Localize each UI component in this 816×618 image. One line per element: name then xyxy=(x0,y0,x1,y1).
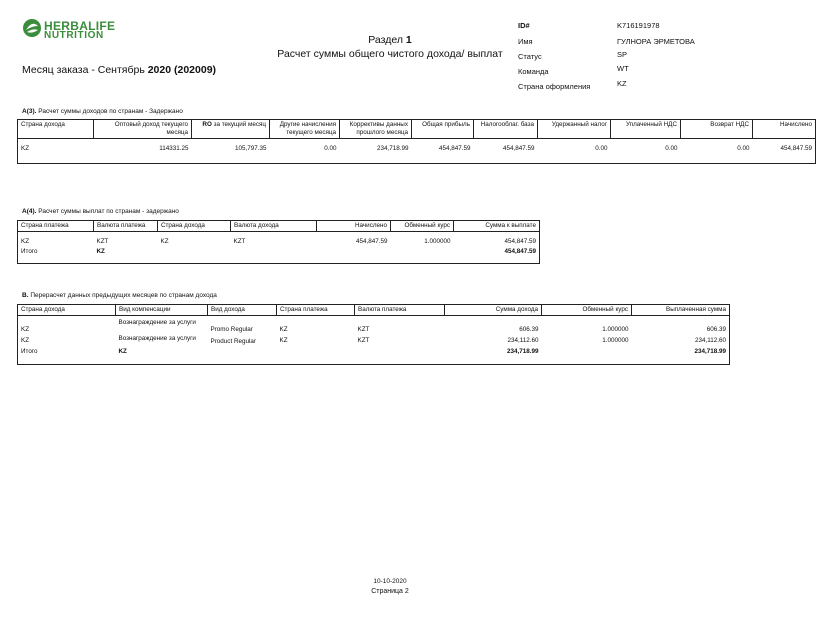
table-row xyxy=(18,335,730,347)
cell: 234,718.99 xyxy=(376,145,409,152)
table-row xyxy=(18,232,540,248)
col-header: Валюта платежа xyxy=(355,305,445,316)
col-header: Сумма дохода xyxy=(445,305,542,316)
info-value-status: SP xyxy=(617,50,628,59)
cell: 454,847.59 xyxy=(355,238,388,245)
total-income: 234,718.99 xyxy=(506,348,539,355)
cell: 1.000000 xyxy=(602,326,629,333)
section-a4-code: A(4). xyxy=(22,208,37,215)
col-header: Начислено xyxy=(753,120,816,139)
cell: 454,847.59 xyxy=(438,145,471,152)
info-label-id: ID# xyxy=(518,21,530,30)
col-header: Страна дохода xyxy=(18,120,94,139)
section-a3-label xyxy=(22,108,183,115)
col-header: Налогооблаг. база xyxy=(474,120,538,139)
col-header: Начислено xyxy=(317,221,391,232)
cell: 0.00 xyxy=(595,145,608,152)
cell: Вознаграждение за услуги xyxy=(118,319,196,326)
order-month xyxy=(22,64,216,76)
total-country: KZ xyxy=(118,348,127,355)
cell: KZ xyxy=(279,337,288,344)
section-b-label xyxy=(22,292,217,299)
cell: 234,112.60 xyxy=(507,337,539,344)
page-num: 2 xyxy=(404,588,409,595)
col-header: Другие начисления текущего месяца xyxy=(270,120,340,139)
total-paid: 234,718.99 xyxy=(694,348,726,355)
info-value-team: WT xyxy=(617,64,629,73)
logo-text-nutrition: NUTRITION xyxy=(44,30,104,41)
table-header-row xyxy=(18,221,540,232)
total-label: Итого xyxy=(21,248,38,255)
info-value-id: K716191978 xyxy=(617,21,660,30)
footer-date: 10-10-2020 xyxy=(373,578,407,585)
col-header: Оптовый доход текущего месяца xyxy=(94,120,192,139)
col-header: Вид дохода xyxy=(208,305,277,316)
order-month-value: 2020 (202009) xyxy=(147,64,217,76)
page-word: Страница xyxy=(371,588,403,595)
cell: Product Regular xyxy=(210,338,257,345)
section-a3-text: Расчет суммы доходов по странам - Задержано xyxy=(38,108,183,115)
col-header: Валюта платежа xyxy=(94,221,158,232)
cell: KZT xyxy=(357,326,370,333)
col-header: Страна дохода xyxy=(158,221,231,232)
cell: 234,112.60 xyxy=(694,337,726,344)
page-number xyxy=(0,588,780,595)
col-header-ro: RO xyxy=(202,121,212,128)
section-b-text: Перерасчет данных предыдущих месяцев по странам дохода xyxy=(30,292,217,299)
cell: 606.39 xyxy=(519,326,539,333)
col-header: Коррективы данных прошлого месяца xyxy=(340,120,412,139)
col-header: Уплаченный НДС xyxy=(611,120,681,139)
col-header xyxy=(192,120,270,139)
cell: 0.00 xyxy=(737,145,750,152)
cell: 1.000000 xyxy=(602,337,629,344)
info-value-country: KZ xyxy=(617,79,627,88)
order-month-prefix: Месяц заказа - Сентябрь xyxy=(22,64,145,76)
info-label-status: Статус xyxy=(518,52,542,61)
col-header: Обменный курс xyxy=(391,221,454,232)
cell: 114331.25 xyxy=(159,145,189,152)
table-row xyxy=(18,316,730,336)
leaf-logo-icon xyxy=(22,18,42,38)
cell: 454,847.59 xyxy=(502,145,535,152)
cell: KZ xyxy=(279,326,288,333)
cell: 606.39 xyxy=(706,326,726,333)
cell: 0.00 xyxy=(665,145,678,152)
section-b-code: B. xyxy=(22,292,29,299)
section-word: Раздел xyxy=(368,34,403,46)
col-header: Сумма к выплате xyxy=(454,221,540,232)
cell: 105,797.35 xyxy=(234,145,267,152)
cell: KZT xyxy=(96,238,109,245)
logo-text-herbalife: HERBALIFE xyxy=(44,19,116,33)
recalc-previous-months-table xyxy=(17,304,730,365)
section-title xyxy=(320,34,460,46)
info-label-country: Страна оформления xyxy=(518,82,591,91)
section-a3-code: A(3). xyxy=(22,108,37,115)
page-title: Расчет суммы общего чистого дохода/ выплат xyxy=(277,48,503,60)
section-a4-text: Расчет суммы выплат по странам - задержано xyxy=(38,208,179,215)
col-header: Страна дохода xyxy=(18,305,116,316)
col-header: Обменный курс xyxy=(542,305,632,316)
cell: KZ xyxy=(21,145,30,152)
cell: 1.000000 xyxy=(424,238,451,245)
income-by-country-table xyxy=(17,119,816,164)
col-header: Общая прибыль xyxy=(412,120,474,139)
cell: KZ xyxy=(21,238,30,245)
total-label: Итого xyxy=(21,348,38,355)
cell: KZ xyxy=(21,326,30,333)
total-currency: KZ xyxy=(96,248,105,255)
table-row xyxy=(18,139,816,164)
col-header: Страна платежа xyxy=(277,305,355,316)
section-a4-label xyxy=(22,208,179,215)
col-header-ro-rest: за текущий месяц xyxy=(211,121,266,128)
table-total-row xyxy=(18,347,730,364)
cell: KZT xyxy=(357,337,370,344)
cell: 454,847.59 xyxy=(780,145,812,152)
payments-by-country-table xyxy=(17,220,540,264)
herbalife-logo xyxy=(22,18,132,40)
col-header: Выплаченная сумма xyxy=(632,305,730,316)
col-header: Страна платежа xyxy=(18,221,94,232)
info-value-name: ГУЛНОРА ЭРМЕТОВА xyxy=(617,37,695,46)
info-label-name: Имя xyxy=(518,37,533,46)
col-header: Валюта дохода xyxy=(231,221,317,232)
cell: KZT xyxy=(233,238,246,245)
cell: Вознаграждение за услуги xyxy=(118,335,196,342)
col-header: Вид компенсации xyxy=(116,305,208,316)
section-number: 1 xyxy=(405,34,412,46)
cell: KZ xyxy=(160,238,169,245)
info-label-team: Команда xyxy=(518,67,549,76)
col-header: Удержанный налог xyxy=(538,120,611,139)
table-total-row xyxy=(18,247,540,263)
total-value: 454,847.59 xyxy=(504,248,536,255)
cell: 454,847.59 xyxy=(504,238,536,245)
cell: KZ xyxy=(21,337,30,344)
col-header: Возврат НДС xyxy=(681,120,753,139)
cell: 0.00 xyxy=(324,145,337,152)
cell: Promo Regular xyxy=(210,326,253,333)
table-header-row xyxy=(18,120,816,139)
table-header-row xyxy=(18,305,730,316)
